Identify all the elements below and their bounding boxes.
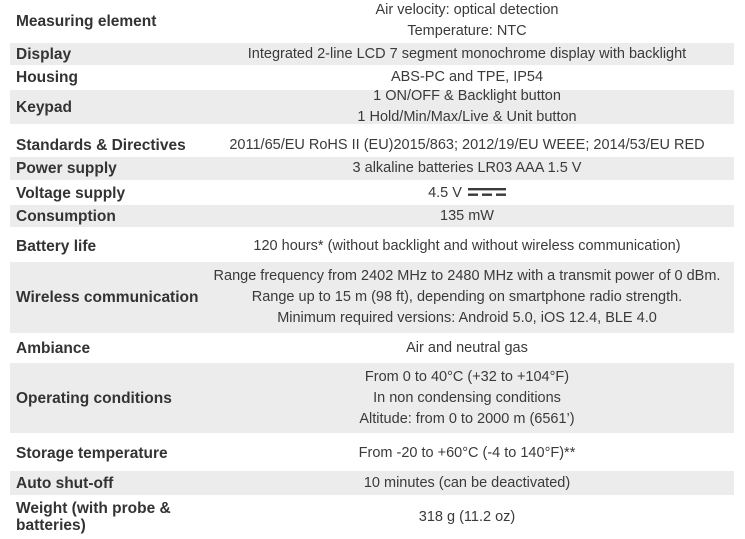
spec-value — [200, 0, 734, 42]
spec-value-text: 4.5 V — [428, 184, 462, 201]
spec-value — [200, 471, 734, 495]
spec-value-text: Temperature: NTC — [407, 23, 527, 39]
spec-row-measuring-element — [10, 0, 734, 42]
spec-value-line — [376, 0, 559, 21]
spec-value-text: 318 g (11.2 oz) — [418, 508, 516, 525]
spec-value-line — [428, 183, 506, 204]
spec-row-battery-life — [10, 228, 734, 264]
spec-label: Housing — [16, 69, 78, 86]
spec-value-text: 120 hours* (without backlight and without wireless communication) — [253, 237, 681, 254]
spec-value — [200, 134, 734, 157]
spec-value-text: Air and neutral gas — [406, 339, 528, 356]
spec-value-text: 3 alkaline batteries LR03 AAA 1.5 V — [352, 160, 582, 176]
spec-label: Display — [16, 45, 72, 63]
spec-value-line — [440, 206, 494, 227]
spec-value-text: Integrated 2-line LCD 7 segment monochrome display with backlight — [247, 45, 687, 62]
spec-value-line — [391, 67, 543, 88]
spec-value-line — [277, 308, 657, 329]
spec-value-text: ABS-PC and TPE, IP54 — [390, 69, 544, 85]
spec-label: Battery life — [16, 237, 97, 255]
spec-row-auto-shut-off — [10, 471, 734, 495]
spec-value — [200, 497, 734, 537]
spec-value-line — [252, 287, 682, 308]
spec-value — [200, 43, 734, 65]
spec-label: Consumption — [16, 207, 116, 225]
spec-value-text: Minimum required versions: Android 5.0, iOS 12.4, BLE 4.0 — [277, 310, 657, 326]
spec-value-text: Range up to 15 m (98 ft), depending on smartphone radio strength. — [251, 289, 683, 305]
spec-row-keypad — [10, 90, 734, 124]
spec-value-line — [357, 107, 576, 128]
spec-value — [200, 363, 734, 433]
spec-row-wireless-communication — [10, 262, 734, 333]
spec-label: Ambiance — [16, 339, 91, 357]
spec-value — [200, 437, 734, 470]
spec-value-line — [407, 21, 526, 42]
spec-value-text: Altitude: from 0 to 2000 m (6561’) — [359, 410, 575, 427]
spec-label: Keypad — [16, 98, 72, 116]
spec-label: Weight (with probe & batteries) — [16, 500, 171, 534]
spec-value-line — [364, 473, 570, 494]
spec-value — [200, 228, 734, 264]
spec-value-line — [365, 367, 569, 388]
spec-label: Storage temperature — [16, 445, 168, 462]
spec-value — [200, 157, 734, 180]
spec-label: Voltage supply — [16, 184, 126, 202]
spec-value-line — [229, 135, 704, 156]
spec-value-line — [406, 338, 528, 359]
spec-value-line — [214, 266, 721, 287]
spec-label: Wireless communication — [16, 289, 199, 306]
spec-value-text: 2011/65/EU RoHS II (EU)2015/863; 2012/19/EU WEEE; 2014/53/EU RED — [229, 137, 705, 153]
spec-value-text: 1 Hold/Min/Max/Live & Unit button — [357, 109, 577, 125]
spec-row-operating-conditions — [10, 363, 734, 433]
spec-label: Standards & Directives — [16, 137, 186, 154]
spec-value — [200, 90, 734, 124]
spec-row-standards-directives — [10, 134, 734, 157]
spec-value — [200, 181, 734, 205]
spec-value-text: From 0 to 40°C (+32 to +104°F) — [364, 368, 570, 385]
spec-value-text: Air velocity: optical detection — [375, 2, 559, 18]
spec-value-line — [353, 158, 582, 179]
spec-value-line — [373, 86, 561, 107]
spec-row-display — [10, 43, 734, 65]
spec-row-voltage-supply — [10, 181, 734, 205]
spec-value — [200, 205, 734, 227]
spec-value — [200, 334, 734, 362]
spec-row-power-supply — [10, 157, 734, 180]
spec-label: Auto shut-off — [16, 474, 114, 492]
spec-row-storage-temperature — [10, 437, 734, 470]
spec-value-text: From -20 to +60°C (-4 to 140°F)** — [358, 445, 576, 461]
spec-row-weight-with-probe-batteries — [10, 497, 734, 537]
spec-value-text: In non condensing conditions — [373, 389, 561, 406]
dc-current-icon — [468, 187, 506, 197]
spec-value-line — [248, 44, 686, 65]
spec-value-line — [373, 388, 561, 409]
spec-value-text: 135 mW — [440, 207, 494, 224]
spec-value-text: Range frequency from 2402 MHz to 2480 MHz with a transmit power of 0 dBm. — [213, 268, 721, 284]
spec-value-line — [253, 236, 680, 257]
spec-label: Power supply — [16, 160, 117, 177]
spec-value-line — [359, 409, 574, 430]
spec-value-text: 10 minutes (can be deactivated) — [363, 474, 571, 491]
spec-row-housing — [10, 66, 734, 89]
spec-label: Measuring element — [16, 12, 157, 30]
spec-value-text: 1 ON/OFF & Backlight button — [373, 88, 561, 104]
spec-row-consumption — [10, 205, 734, 227]
spec-value-line — [419, 507, 515, 528]
spec-value-line — [359, 443, 576, 464]
spec-row-ambiance — [10, 334, 734, 362]
spec-label: Operating conditions — [16, 389, 172, 407]
spec-value — [200, 262, 734, 333]
